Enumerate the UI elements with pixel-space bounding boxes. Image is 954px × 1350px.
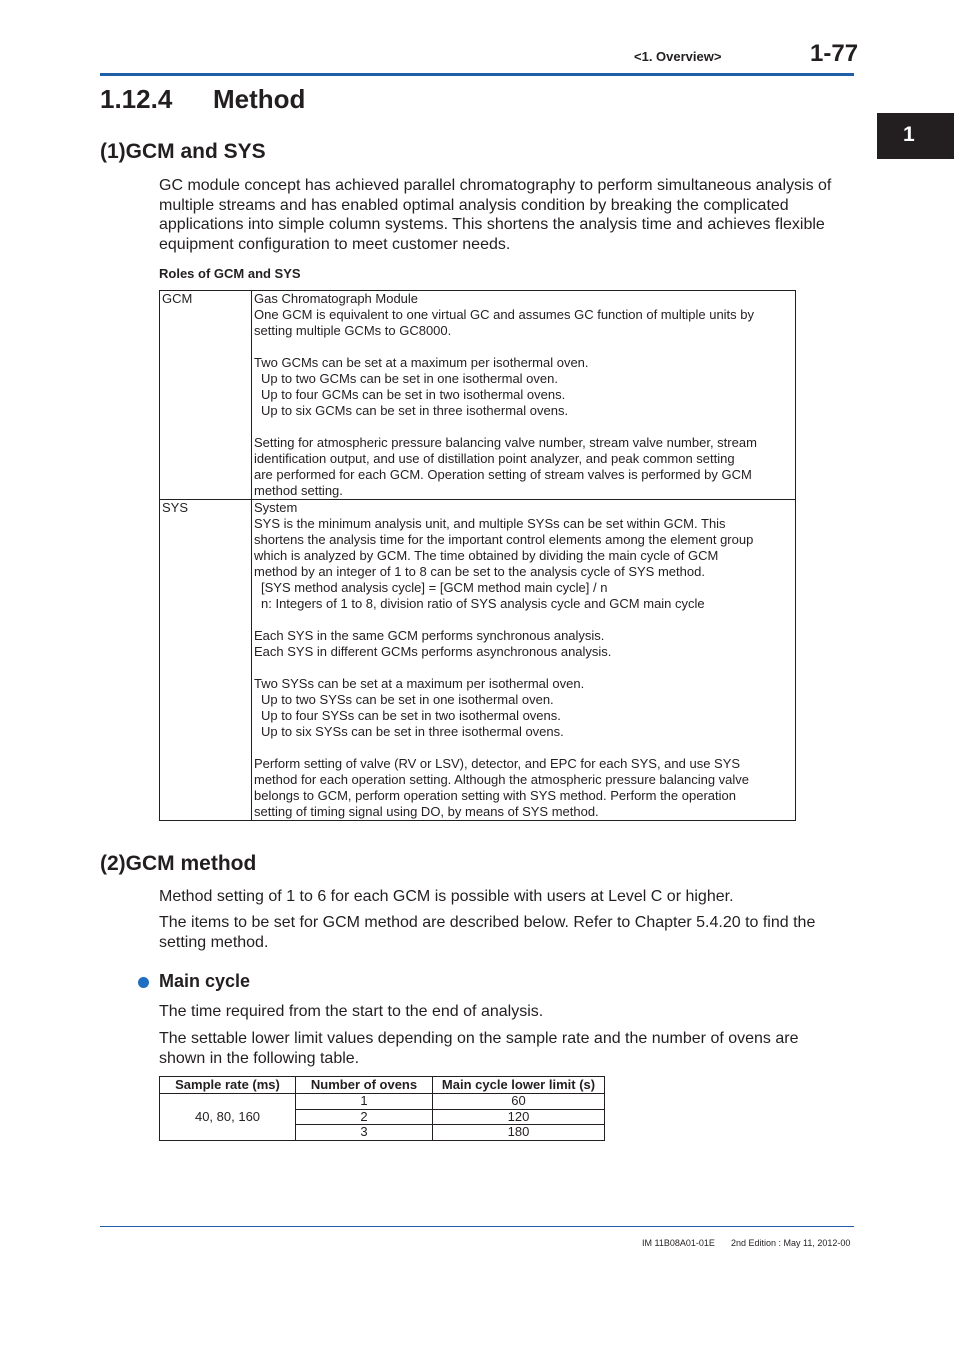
description-line: method setting. xyxy=(254,483,343,498)
description-line: shortens the analysis time for the important control elements among the element group xyxy=(254,532,754,547)
role-desc-sys xyxy=(252,500,796,821)
column-header-ovens: Number of ovens xyxy=(296,1077,433,1094)
description-line: method by an integer of 1 to 8 can be set to the analysis cycle of SYS method. xyxy=(254,564,705,579)
description-line: Up to four SYSs can be set in two isothermal ovens. xyxy=(261,708,561,723)
section-name: Method xyxy=(213,84,306,114)
section-title xyxy=(100,84,305,115)
footer-doc-id: IM 11B08A01-01E xyxy=(642,1238,715,1248)
description-line: Each SYS in different GCMs performs asynchronous analysis. xyxy=(254,644,612,659)
spacer xyxy=(254,419,791,435)
description-line: Up to six GCMs can be set in three isothermal ovens. xyxy=(261,403,569,418)
table-row xyxy=(160,500,796,821)
gcm-sys-paragraph: GC module concept has achieved parallel chromatography to perform simultaneous analysis of multiple streams and has enabled optimal analysis condition by breaking the complicated applications into simple column systems. This shortens the analysis time and achieves flexible equipment configuration to meet customer needs. xyxy=(159,177,832,253)
description-line: identification output, and use of distillation point analyzer, and peak common setting xyxy=(254,451,735,466)
description-line: are performed for each GCM. Operation setting of stream valves is performed by GCM xyxy=(254,467,752,482)
table-row xyxy=(160,291,796,500)
gcm-method-paragraph-1: Method setting of 1 to 6 for each GCM is possible with users at Level C or higher. xyxy=(159,888,734,905)
description-line: Perform setting of valve (RV or LSV), detector, and EPC for each SYS, and use SYS xyxy=(254,756,741,771)
header-rule xyxy=(100,73,854,76)
description-line: setting of timing signal using DO, by means of SYS method. xyxy=(254,804,599,819)
role-key-gcm: GCM xyxy=(160,291,252,500)
footer-rule xyxy=(100,1226,854,1227)
column-header-lower-limit: Main cycle lower limit (s) xyxy=(433,1077,605,1094)
description-line: Up to two SYSs can be set in one isothermal oven. xyxy=(261,692,554,707)
ovens-cell: 1 xyxy=(296,1094,433,1110)
chapter-tab xyxy=(877,113,954,159)
description-line: belongs to GCM, perform operation setting with SYS method. Perform the operation xyxy=(254,788,736,803)
gcm-sys-heading: (1)GCM and SYS xyxy=(100,140,266,163)
description-line: Each SYS in the same GCM performs synchronous analysis. xyxy=(254,628,605,643)
description-line: One GCM is equivalent to one virtual GC and assumes GC function of multiple units by xyxy=(254,307,755,322)
table-row xyxy=(160,1094,605,1110)
spacer xyxy=(254,740,791,756)
description-line: System xyxy=(254,500,298,515)
main-cycle-paragraph-2: The settable lower limit values depending on the sample rate and the number of ovens are shown in the following table. xyxy=(159,1030,799,1067)
ovens-cell: 2 xyxy=(296,1109,433,1125)
description-line: [SYS method analysis cycle] = [GCM method main cycle] / n xyxy=(261,580,608,595)
section-number: 1.12.4 xyxy=(100,84,173,114)
footer-edition: 2nd Edition : May 11, 2012-00 xyxy=(731,1238,851,1248)
description-line: Up to six SYSs can be set in three isothermal ovens. xyxy=(261,724,564,739)
spacer xyxy=(254,612,791,628)
description-line: Up to two GCMs can be set in one isothermal oven. xyxy=(261,371,558,386)
table-header-row xyxy=(160,1077,605,1094)
column-header-sample-rate: Sample rate (ms) xyxy=(160,1077,296,1094)
limit-cell: 120 xyxy=(433,1109,605,1125)
roles-table-caption: Roles of GCM and SYS xyxy=(159,266,301,281)
limit-cell: 60 xyxy=(433,1094,605,1110)
header-section-label: <1. Overview> xyxy=(634,49,722,64)
main-cycle-table xyxy=(159,1076,605,1141)
page-number: 1-77 xyxy=(810,40,859,67)
gcm-method-heading: (2)GCM method xyxy=(100,852,257,875)
sample-rate-cell: 40, 80, 160 xyxy=(160,1094,296,1141)
description-line: Setting for atmospheric pressure balancing valve number, stream valve number, stream xyxy=(254,435,757,450)
spacer xyxy=(254,660,791,676)
description-line: Gas Chromatograph Module xyxy=(254,291,419,306)
description-line: Two GCMs can be set at a maximum per isothermal oven. xyxy=(254,355,589,370)
main-cycle-heading: Main cycle xyxy=(159,971,251,991)
chapter-tab-number: 1 xyxy=(903,123,915,146)
description-line: n: Integers of 1 to 8, division ratio of SYS analysis cycle and GCM main cycle xyxy=(261,596,705,611)
role-key-sys: SYS xyxy=(160,500,252,821)
spacer xyxy=(254,339,791,355)
bullet-icon xyxy=(138,977,149,988)
description-line: Two SYSs can be set at a maximum per isothermal oven. xyxy=(254,676,585,691)
description-line: Up to four GCMs can be set in two isothermal ovens. xyxy=(261,387,566,402)
ovens-cell: 3 xyxy=(296,1125,433,1141)
role-desc-gcm xyxy=(252,291,796,500)
description-line: method for each operation setting. Although the atmospheric pressure balancing valve xyxy=(254,772,750,787)
description-line: setting multiple GCMs to GC8000. xyxy=(254,323,452,338)
description-line: which is analyzed by GCM. The time obtained by dividing the main cycle of GCM xyxy=(254,548,719,563)
limit-cell: 180 xyxy=(433,1125,605,1141)
description-line: SYS is the minimum analysis unit, and multiple SYSs can be set within GCM. This xyxy=(254,516,726,531)
main-cycle-paragraph-1: The time required from the start to the end of analysis. xyxy=(159,1003,544,1020)
roles-table xyxy=(159,290,796,821)
gcm-method-paragraph-2: The items to be set for GCM method are described below. Refer to Chapter 5.4.20 to find the setting method. xyxy=(159,914,816,951)
